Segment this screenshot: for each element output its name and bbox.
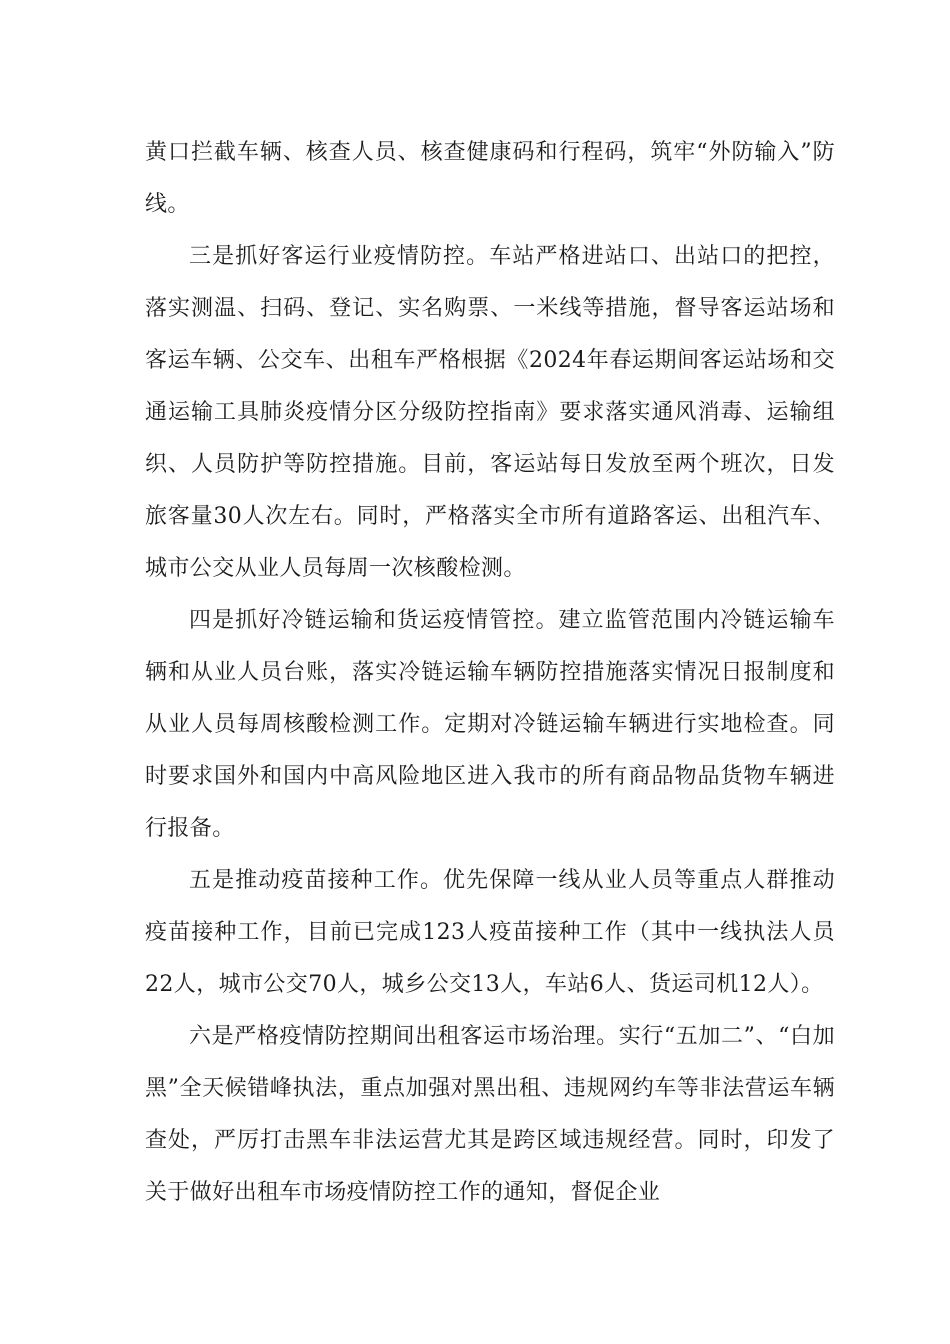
paragraph-1: 黄口拦截车辆、核查人员、核查健康码和行程码，筑牢“外防输入”防线。 bbox=[145, 140, 835, 217]
paragraph-2: 三是抓好客运行业疫情防控。车站严格进站口、出站口的把控，落实测温、扫码、登记、实名购票、一米线等措施，督导客运站场和客运车辆、公交车、出租车严格根据《2024年春运期间客运站场和交通运输工具肺炎疫情分区分级防控指南》要求落实通风消毒、运输组织、人员防护等防控措施。目前，客运站每日发放至两个班次，日发旅客量30人次左右。同时，严格落实全市所有道路客运、出租汽车、城市公交从业人员每周一次核酸检测。 bbox=[145, 244, 835, 581]
paragraph-4: 五是推动疫苗接种工作。优先保障一线从业人员等重点人群推动疫苗接种工作，目前已完成123人疫苗接种工作（其中一线执法人员22人，城市公交70人，城乡公交13人，车站6人、货运司机12人）。 bbox=[145, 868, 835, 997]
paragraph-5: 六是严格疫情防控期间出租客运市场治理。实行“五加二”、“白加黑”全天候错峰执法，重点加强对黑出租、违规网约车等非法营运车辆查处，严厉打击黑车非法运营尤其是跨区域违规经营。同时，印发了关于做好出租车市场疫情防控工作的通知，督促企业 bbox=[145, 1024, 835, 1205]
paragraph-3: 四是抓好冷链运输和货运疫情管控。建立监管范围内冷链运输车辆和从业人员台账，落实冷链运输车辆防控措施落实情况日报制度和从业人员每周核酸检测工作。定期对冷链运输车辆进行实地检查。同时要求国外和国内中高风险地区进入我市的所有商品物品货物车辆进行报备。 bbox=[145, 608, 835, 841]
document-body bbox=[145, 127, 835, 1219]
